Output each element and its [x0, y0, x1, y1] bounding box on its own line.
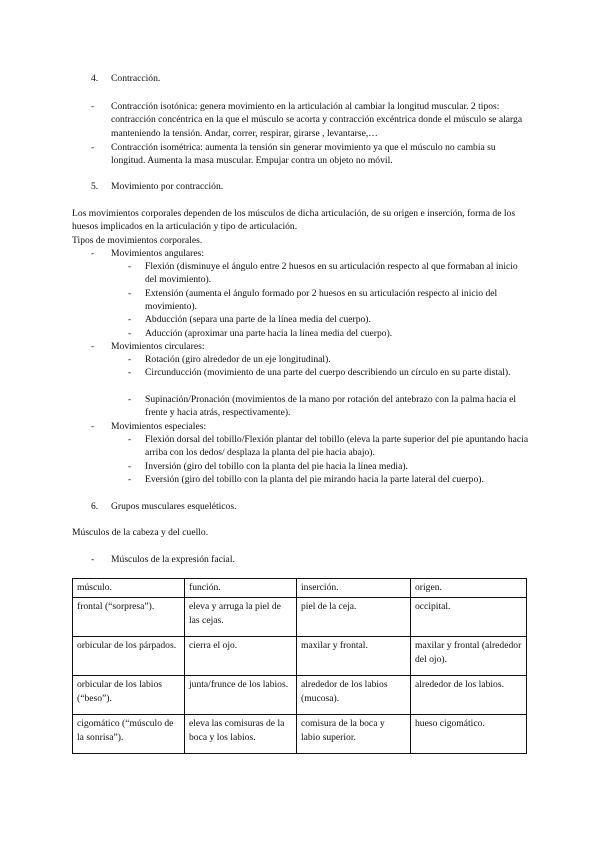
- bullet-dash: -: [91, 554, 95, 565]
- bullet-dash: -: [128, 288, 132, 299]
- section-6-number: 6.: [91, 501, 99, 512]
- movement-types-label: Tipos de movimientos corporales.: [72, 235, 203, 246]
- section-4-number: 4.: [91, 73, 99, 84]
- supination-pronation-item: Supinación/Pronación (movimientos de la mano por rotación del antebrazo con la palma hacia el frente y hacia atrás, respectivamente).: [145, 394, 517, 419]
- table-cell: comisura de la boca y labio superior.: [297, 715, 411, 754]
- table-header-row: [73, 579, 527, 598]
- table-cell: junta/frunce de los labios.: [185, 676, 297, 715]
- bullet-dash: -: [128, 434, 132, 445]
- bullet-dash: -: [91, 101, 95, 112]
- circular-movements-label: Movimientos circulares:: [111, 341, 205, 352]
- table-cell: maxilar y frontal (alrededor del ojo).: [411, 637, 527, 676]
- bullet-dash: -: [128, 354, 132, 365]
- table-cell: eleva y arruga la piel de las cejas.: [185, 598, 297, 637]
- dorsal-plantar-flexion-item: Flexión dorsal del tobillo/Flexión plantar del tobillo (eleva la parte superior del pie apuntando hacia arriba con los dedos/ desplaza la planta del pie hacia abajo).: [145, 434, 529, 459]
- section-4-title: Contracción.: [111, 73, 161, 84]
- facial-expression-label: Músculos de la expresión facial.: [111, 554, 235, 565]
- table-cell: orbicular de los labios (“beso”).: [73, 676, 185, 715]
- movements-intro: Los movimientos corporales dependen de los músculos de dicha articulación, de su origen e inserción, forma de los huesos implicados en la articulación y tipo de articulación.: [72, 208, 516, 233]
- circumduction-item: Circunducción (movimiento de una parte del cuerpo describiendo un círculo en su parte distal).: [145, 367, 511, 378]
- section-6-title: Grupos musculares esqueléticos.: [111, 501, 237, 512]
- adduction-item: Aducción (aproximar una parte hacia la línea media del cuerpo).: [145, 328, 393, 339]
- header-insertion: inserción.: [297, 579, 411, 598]
- table-row: [73, 637, 527, 676]
- eversion-item: Eversión (giro del tobillo con la planta del pie mirando hacia la parte lateral del cuerpo).: [145, 474, 484, 485]
- head-neck-subtitle: Músculos de la cabeza y del cuello.: [72, 527, 209, 538]
- extension-item: Extensión (aumenta el ángulo formado por 2 huesos en su articulación respecto al inicio del movimiento).: [145, 288, 498, 313]
- angular-movements-label: Movimientos angulares:: [111, 248, 204, 259]
- bullet-dash: -: [91, 142, 95, 153]
- table-cell: occipital.: [411, 598, 527, 637]
- header-origin: origen.: [411, 579, 527, 598]
- table-cell: alrededor de los labios.: [411, 676, 527, 715]
- bullet-dash: -: [128, 461, 132, 472]
- table-cell: orbicular de los párpados.: [73, 637, 185, 676]
- table-cell: piel de la ceja.: [297, 598, 411, 637]
- section-5-number: 5.: [91, 181, 99, 192]
- rotation-item: Rotación (giro alrededor de un eje longitudinal).: [145, 354, 331, 365]
- bullet-dash: -: [128, 394, 132, 405]
- table-cell: alrededor de los labios (mucosa).: [297, 676, 411, 715]
- table-cell: eleva las comisuras de la boca y los labios.: [185, 715, 297, 754]
- flexion-item: Flexión (disminuye el ángulo entre 2 huesos en su articulación respecto al que formaban al inicio del movimiento).: [145, 261, 518, 286]
- bullet-dash: -: [91, 421, 95, 432]
- bullet-dash: -: [91, 341, 95, 352]
- special-movements-label: Movimientos especiales:: [111, 421, 207, 432]
- bullet-dash: -: [91, 248, 95, 259]
- bullet-dash: -: [128, 314, 132, 325]
- header-muscle: músculo.: [73, 579, 185, 598]
- isotonic-paragraph: Contracción isotónica: genera movimiento en la articulación al cambiar la longitud muscular. 2 tipos: contracción concéntrica en la que el músculo se acorta y contracción excéntrica donde el músculo se alarga manteniendo la tensión. Andar, correr, respirar, girarse , levantarse,…: [111, 101, 523, 139]
- table-cell: cigomático (“músculo de la sonrisa”).: [73, 715, 185, 754]
- table-row: [73, 715, 527, 754]
- abduction-item: Abducción (separa una parte de la línea media del cuerpo).: [145, 314, 371, 325]
- table-cell: cierra el ojo.: [185, 637, 297, 676]
- table-row: [73, 598, 527, 637]
- facial-muscles-table: [72, 578, 527, 754]
- bullet-dash: -: [128, 261, 132, 272]
- isometric-paragraph: Contracción isométrica: aumenta la tensión sin generar movimiento ya que el músculo no cambia su longitud. Aumenta la masa muscular. Empujar contra un objeto no móvil.: [111, 142, 496, 167]
- bullet-dash: -: [128, 328, 132, 339]
- section-5-title: Movimiento por contracción.: [111, 181, 224, 192]
- table-cell: frontal (“sorpresa”).: [73, 598, 185, 637]
- table-cell: hueso cigomático.: [411, 715, 527, 754]
- bullet-dash: -: [128, 367, 132, 378]
- bullet-dash: -: [128, 474, 132, 485]
- table-cell: maxilar y frontal.: [297, 637, 411, 676]
- table-row: [73, 676, 527, 715]
- header-function: función.: [185, 579, 297, 598]
- inversion-item: Inversión (giro del tobillo con la planta del pie hacia la línea media).: [145, 461, 408, 472]
